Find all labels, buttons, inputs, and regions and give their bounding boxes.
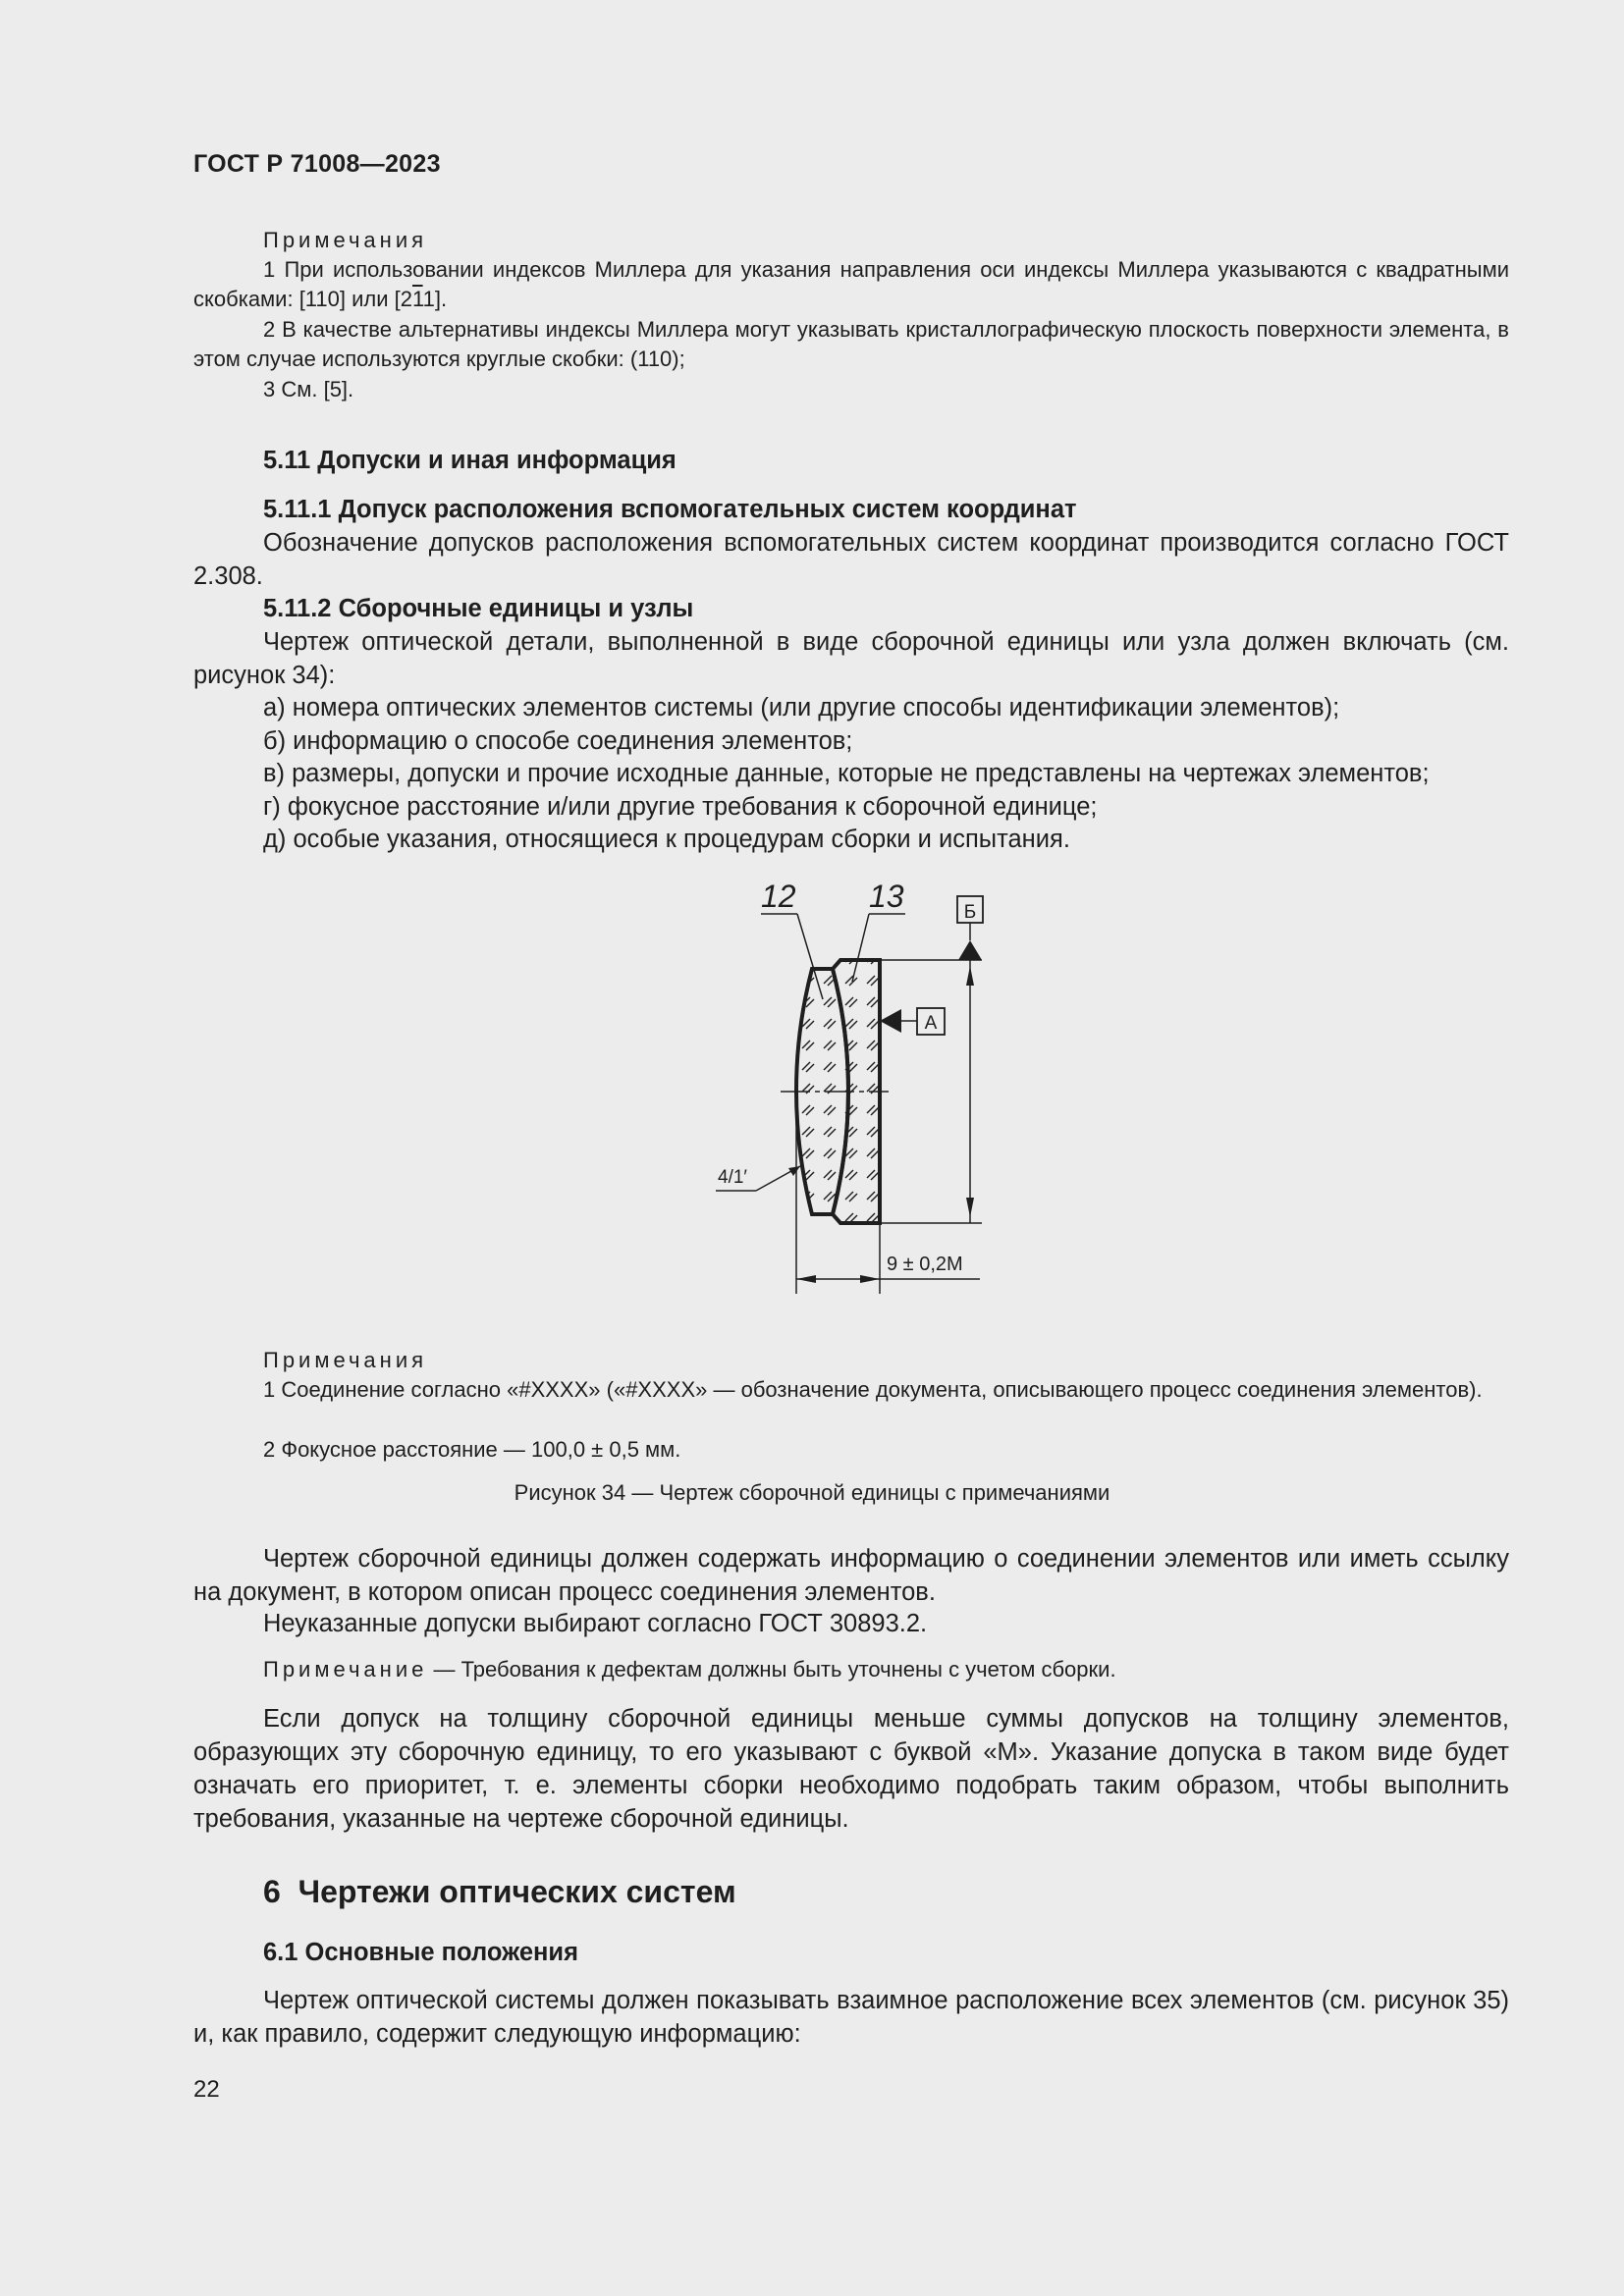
list-item-g: г) фокусное расстояние и/или другие требования к сборочной единице; [263, 793, 1098, 821]
list-item-b: б) информацию о способе соединения элементов; [263, 727, 853, 755]
note-1-3: 3 См. [5]. [263, 377, 354, 401]
list-item-d: д) особые указания, относящиеся к процедурам сборки и испытания. [263, 826, 1070, 853]
paragraph-2: Неуказанные допуски выбирают согласно ГОСТ 30893.2. [263, 1610, 928, 1637]
notes-title-1: Примечания [263, 228, 428, 252]
note-2-2: 2 Фокусное расстояние — 100,0 ± 0,5 мм. [263, 1437, 681, 1462]
note-1-1-end: ]. [434, 287, 448, 311]
note-1-1 [193, 255, 1509, 314]
list-item-a: а) номера оптических элементов системы (или другие способы идентификации элементов); [263, 694, 1340, 721]
datum-a-label: А [924, 1013, 938, 1034]
section-6-heading: 6 Чертежи оптических систем [263, 1874, 736, 1909]
note-2-1: 1 Соединение согласно «#XXXX» («#XXXX» — обозначение документа, описывающего процесс соединения элементов). [263, 1377, 1483, 1402]
note-label: Примечание [263, 1657, 428, 1682]
datum-b-triangle [958, 940, 982, 960]
paragraph-1: Чертеж сборочной единицы должен содержать информацию о соединении элементов или иметь ссылку на документ, в котором описан процесс соединения элементов. [193, 1545, 1509, 1606]
assembly-drawing [687, 864, 1021, 1306]
section-6-1-text: Чертеж оптической системы должен показывать взаимное расположение всех элементов (см. рисунок 35) и, как правило, содержит следующую информацию: [193, 1987, 1509, 2048]
datum-b-label: Б [963, 902, 977, 923]
notes-title-2: Примечания [263, 1348, 428, 1372]
note-1-1-digit: 1 [422, 287, 435, 311]
label-13: 13 [869, 879, 904, 914]
paragraph-3: Если допуск на толщину сборочной единицы меньше суммы допусков на толщину элементов, образующих эту сборочную единицу, то его указывают с буквой «М». Указание допуска в таком виде будет означать его приоритет, т. е. элементы сборки необходимо подобрать таким образом, чтобы выполнить требования, указанные на чертеже сборочной единицы. [193, 1705, 1509, 1833]
section-5-11-2-heading: 5.11.2 Сборочные единицы и узлы [263, 595, 694, 622]
document-header: ГОСТ Р 71008—2023 [193, 150, 441, 178]
page-number: 22 [193, 2076, 220, 2103]
section-5-11-heading: 5.11 Допуски и иная информация [263, 447, 677, 474]
section-5-11-1-text: Обозначение допусков расположения вспомогательных систем координат производится согласно ГОСТ 2.308. [193, 529, 1509, 590]
surface-code: 4/1′ [718, 1167, 747, 1188]
note-text: — Требования к дефектам должны быть уточнены с учетом сборки. [427, 1657, 1116, 1682]
note-1-2: 2 В качестве альтернативы индексы Миллера могут указывать кристаллографическую плоскость поверхности элемента, в этом случае используются круглые скобки: (110); [193, 317, 1509, 371]
list-item-v: в) размеры, допуски и прочие исходные данные, которые не представлены на чертежах элементов; [263, 760, 1430, 787]
thickness-dimension-text: 9 ± 0,2М [887, 1254, 963, 1275]
figure-caption: Рисунок 34 — Чертеж сборочной единицы с примечаниями [514, 1480, 1110, 1505]
section-6-1-heading: 6.1 Основные положения [263, 1939, 578, 1966]
note-1-1-text: 1 При использовании индексов Миллера для указания направления оси индексы Миллера указываются с квадратными скобками: [110] или [2 [193, 257, 1509, 311]
note-1-1-overline: 1 [411, 287, 423, 311]
datum-a-triangle [880, 1009, 901, 1033]
section-5-11-1-heading: 5.11.1 Допуск расположения вспомогательных систем координат [263, 496, 1077, 523]
label-12: 12 [761, 879, 796, 914]
section-5-11-2-intro: Чертеж оптической детали, выполненной в виде сборочной единицы или узла должен включать (см. рисунок 34): [193, 628, 1509, 689]
note-line [263, 1655, 1116, 1684]
